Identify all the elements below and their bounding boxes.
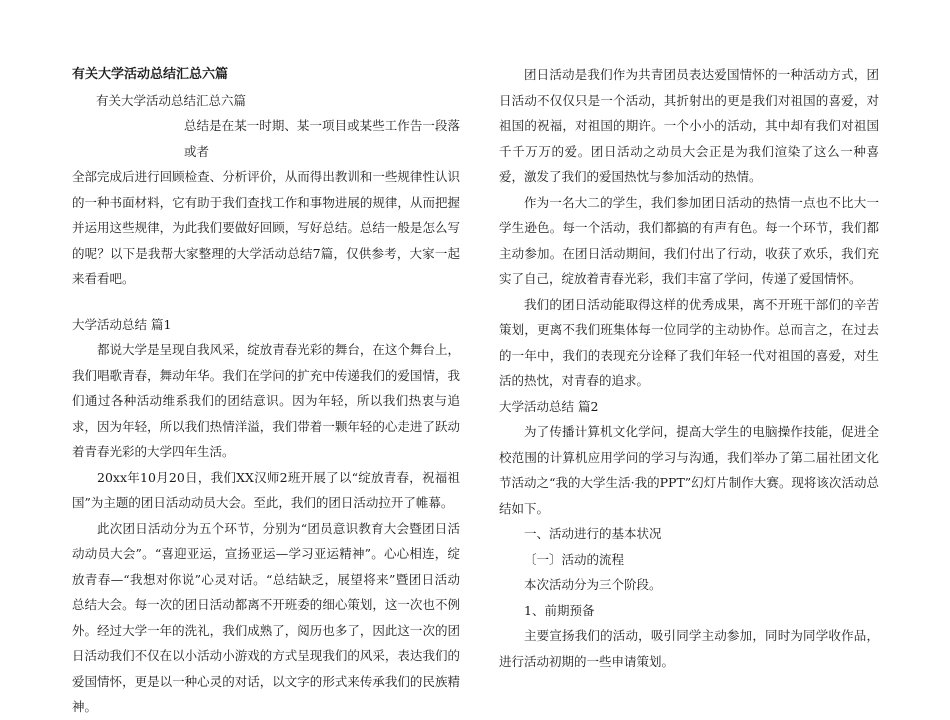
paragraph: 此次团日活动分为五个环节，分别为“团员意识教育大会暨团日活动动员大会”。“喜迎亚运，宣扬亚运—学习亚运精神”。心心相连，绽放青春—“我想对你说”心灵对话。“总结缺乏，展望将来”暨团日活动总结大会。每一次的团日活动都离不开班委的细心策划，这一次也不例外。经过大学一年的洗礼，我们成熟了，阅历也多了，因此这一次的团日活动我们不仅在以小活动小游戏的方式呈现我们的风采，表达我们的爱国情怀，更是以一种心灵的对话，以文字的形式来传承我们的民族精神。 <box>72 520 460 714</box>
section-1-heading: 大学活动总结 篇1 <box>72 316 172 332</box>
intro-paragraph: 全部完成后进行回顾检查、分析评价，从而得出教训和一些规律性认识的一种书面材料，它有助于我们查找工作和事物进展的规律，从而把握并运用这些规律，为此我们要做好回顾，写好总结。总结一般是怎么写的呢？以下是我帮大家整理的大学活动总结7篇，仅供参考，大家一起来看看吧。 <box>72 169 460 286</box>
section-2-heading: 大学活动总结 篇2 <box>499 398 599 414</box>
paragraph: 为了传播计算机文化学问，提高大学生的电脑操作技能，促进全校范围的计算机应用学问的学习与沟通，我们举办了第二届社团文化节活动之“我的大学生活·我的PPT”幻灯片制作大赛。现将该次活动总结如下。 <box>499 424 879 516</box>
paragraph: 20xx年10月20日，我们XX汉师2班开展了以“绽放青春，祝福祖国”为主题的团日活动动员大会。至此，我们的团日活动拉开了帷幕。 <box>72 469 460 510</box>
paragraph: 团日活动是我们作为共青团员表达爱国情怀的一种活动方式，团日活动不仅仅只是一个活动，其折射出的更是我们对祖国的喜爱，对祖国的祝福，对祖国的期许。一个小小的活动，其中却有我们对祖国千千万万的爱。团日活动之动员大会正是为我们渲染了这么一种喜爱，激发了我们的爱国热忱与参加活动的热情。 <box>499 67 879 184</box>
document-subtitle: 有关大学活动总结汇总六篇 <box>96 92 247 108</box>
list-item: 本次活动分为三个阶段。 <box>524 577 662 592</box>
section-spacer <box>72 292 460 312</box>
paragraph: 作为一名大二的学生，我们参加团日活动的热情一点也不比大一学生逊色。每一个活动，我们都搞的有声有色。每一个环节，我们都主动参加。在团日活动期间，我们付出了行动，收获了欢乐，我们充实了自己，绽放着青春光彩，我们丰富了学问，传递了爱国情怀。 <box>499 194 879 286</box>
list-item: 一、活动进行的基本状况 <box>524 526 662 541</box>
intro-first-line: 总结是在某一时期、某一项目或某些工作告一段落或者 <box>184 118 460 159</box>
paragraph: 我们的团日活动能取得这样的优秀成果，离不开班干部们的辛苦策划，更离不我们班集体每一位同学的主动协作。总而言之，在过去的一年中，我们的表现充分诠释了我们年轻一代对祖国的喜爱，对生活的热忱，对青春的追求。 <box>499 296 879 388</box>
paragraph: 都说大学是呈现自我风采，绽放青春光彩的舞台，在这个舞台上，我们唱歌青春，舞动年华。我们在学问的扩充中传递我们的爱国情，我们通过各种活动维系我们的团结意识。因为年轻，所以我们热衷与追求，因为年轻，所以我们热情洋溢，我们带着一颗年轻的心走进了跃动着青春光彩的大学四年生活。 <box>72 342 460 459</box>
list-item: 1、前期预备 <box>524 602 595 618</box>
left-column <box>72 62 460 720</box>
paragraph: 主要宣扬我们的活动，吸引同学主动参加，同时为同学收作品，进行活动初期的一些申请策划。 <box>499 628 879 669</box>
right-column <box>499 62 879 674</box>
document-title: 有关大学活动总结汇总六篇 <box>72 67 229 82</box>
list-item: 〔一〕活动的流程 <box>524 551 625 567</box>
